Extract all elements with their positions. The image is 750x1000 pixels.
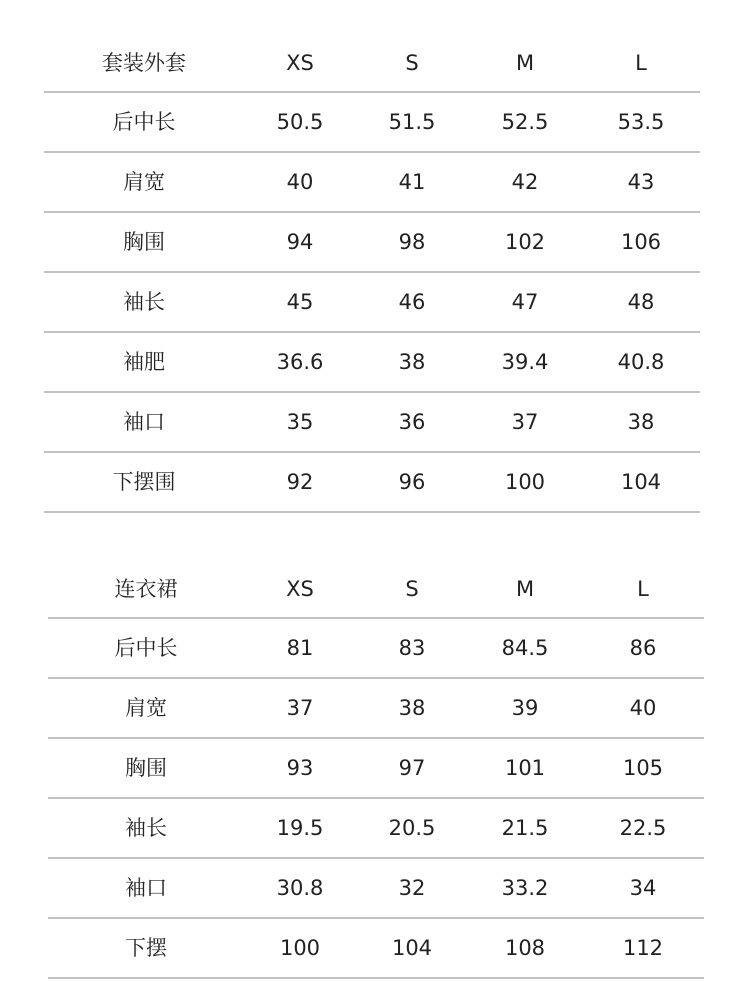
row-label: 肩宽 [44, 152, 244, 212]
cell-s: 38 [356, 678, 468, 738]
row-label: 袖口 [48, 858, 244, 918]
row-label: 袖口 [44, 392, 244, 452]
cell-l: 22.5 [582, 798, 704, 858]
cell-l: 43 [582, 152, 700, 212]
table-row [48, 618, 704, 678]
cell-s: 98 [356, 212, 468, 272]
cell-m: 37 [468, 392, 582, 452]
cell-xs: 100 [244, 918, 356, 978]
table-row [44, 392, 700, 452]
table-row [44, 452, 700, 512]
size-header-m: M [468, 561, 582, 618]
table-header-row [44, 35, 700, 92]
cell-s: 32 [356, 858, 468, 918]
cell-s: 41 [356, 152, 468, 212]
cell-l: 38 [582, 392, 700, 452]
cell-s: 96 [356, 452, 468, 512]
row-label: 袖长 [48, 798, 244, 858]
cell-xs: 94 [244, 212, 356, 272]
cell-xs: 81 [244, 618, 356, 678]
cell-m: 42 [468, 152, 582, 212]
row-label: 后中长 [48, 618, 244, 678]
table-row [44, 332, 700, 392]
table-row [44, 152, 700, 212]
cell-m: 101 [468, 738, 582, 798]
row-label: 胸围 [44, 212, 244, 272]
cell-l: 48 [582, 272, 700, 332]
row-label: 下摆 [48, 918, 244, 978]
table-row [48, 738, 704, 798]
suit-jacket-size-table [44, 35, 700, 513]
cell-s: 83 [356, 618, 468, 678]
table-row [48, 798, 704, 858]
table-title: 连衣裙 [48, 561, 244, 618]
table-row [48, 858, 704, 918]
dress-size-table [48, 561, 704, 979]
cell-l: 40 [582, 678, 704, 738]
cell-l: 104 [582, 452, 700, 512]
cell-m: 102 [468, 212, 582, 272]
table-row [44, 272, 700, 332]
cell-l: 112 [582, 918, 704, 978]
cell-m: 100 [468, 452, 582, 512]
table-header-row [48, 561, 704, 618]
cell-xs: 45 [244, 272, 356, 332]
cell-m: 47 [468, 272, 582, 332]
cell-s: 36 [356, 392, 468, 452]
cell-l: 34 [582, 858, 704, 918]
cell-xs: 36.6 [244, 332, 356, 392]
cell-xs: 37 [244, 678, 356, 738]
row-label: 后中长 [44, 92, 244, 152]
cell-xs: 92 [244, 452, 356, 512]
table-row [44, 92, 700, 152]
cell-m: 84.5 [468, 618, 582, 678]
cell-m: 39.4 [468, 332, 582, 392]
cell-xs: 30.8 [244, 858, 356, 918]
cell-xs: 19.5 [244, 798, 356, 858]
cell-l: 105 [582, 738, 704, 798]
cell-s: 38 [356, 332, 468, 392]
cell-s: 51.5 [356, 92, 468, 152]
cell-s: 97 [356, 738, 468, 798]
size-header-m: M [468, 35, 582, 92]
size-header-l: L [582, 561, 704, 618]
row-label: 下摆围 [44, 452, 244, 512]
cell-m: 33.2 [468, 858, 582, 918]
size-header-xs: XS [244, 561, 356, 618]
cell-l: 86 [582, 618, 704, 678]
row-label: 胸围 [48, 738, 244, 798]
table-title: 套装外套 [44, 35, 244, 92]
cell-xs: 50.5 [244, 92, 356, 152]
cell-s: 46 [356, 272, 468, 332]
cell-m: 108 [468, 918, 582, 978]
row-label: 袖长 [44, 272, 244, 332]
row-label: 肩宽 [48, 678, 244, 738]
cell-xs: 93 [244, 738, 356, 798]
cell-xs: 40 [244, 152, 356, 212]
cell-s: 20.5 [356, 798, 468, 858]
cell-s: 104 [356, 918, 468, 978]
cell-xs: 35 [244, 392, 356, 452]
cell-l: 40.8 [582, 332, 700, 392]
cell-m: 52.5 [468, 92, 582, 152]
cell-l: 53.5 [582, 92, 700, 152]
cell-m: 21.5 [468, 798, 582, 858]
row-label: 袖肥 [44, 332, 244, 392]
table-row [48, 918, 704, 978]
cell-m: 39 [468, 678, 582, 738]
size-header-l: L [582, 35, 700, 92]
cell-l: 106 [582, 212, 700, 272]
size-header-s: S [356, 35, 468, 92]
size-header-s: S [356, 561, 468, 618]
table-row [44, 212, 700, 272]
table-row [48, 678, 704, 738]
size-header-xs: XS [244, 35, 356, 92]
